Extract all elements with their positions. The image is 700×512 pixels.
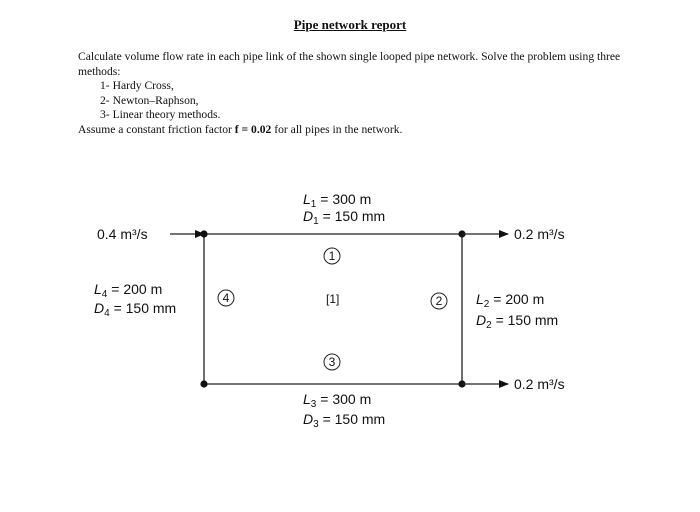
- inflow-label: 0.4 m³/s: [97, 226, 148, 242]
- pipe-3-length: $L_3 = 300$ m: [303, 391, 372, 410]
- pipe-2-length: $L_2 = 200$ m: [476, 291, 545, 310]
- method-text: Linear theory methods.: [112, 108, 221, 121]
- pipe-4-length: $L_4 = 200$ m: [94, 281, 163, 300]
- outflow-bottom-label: 0.2 m³/s: [514, 376, 565, 392]
- method-text: Newton–Raphson,: [112, 93, 199, 107]
- pipe-4-number: 4: [222, 291, 230, 305]
- pipe-2-diameter: $D_2 = 150$ mm: [476, 312, 559, 331]
- pipe-1-diameter: $D_1 = 150$ mm: [303, 208, 386, 227]
- outflow-top-label: 0.2 m³/s: [514, 226, 565, 242]
- pipe-1-length: $L_1 = 300$ m: [303, 191, 372, 210]
- method-number: 1-: [100, 79, 110, 92]
- assumption-suffix: for all pipes in the network.: [271, 122, 403, 136]
- method-text: Hardy Cross,: [112, 79, 174, 92]
- intro-text: Calculate volume flow rate in each pipe link of the shown single looped pipe network. Solve the problem using three methods:: [78, 50, 621, 78]
- pipe-3-number: 3: [328, 355, 336, 369]
- node-bottom-left: [200, 380, 207, 387]
- loop-label: [1]: [326, 292, 340, 306]
- assumption-prefix: Assume a constant friction factor: [78, 122, 235, 136]
- method-number: 2-: [100, 93, 110, 107]
- pipe-3-diameter: $D_3 = 150$ mm: [303, 411, 386, 430]
- method-number: 3-: [100, 108, 110, 121]
- friction-factor-value: f = 0.02: [234, 122, 272, 136]
- pipe-1-number: 1: [328, 249, 336, 263]
- pipe-4-diameter: $D_4 = 150$ mm: [94, 300, 177, 319]
- pipe-2-number: 2: [435, 294, 443, 308]
- report-title: Pipe network report: [293, 17, 407, 32]
